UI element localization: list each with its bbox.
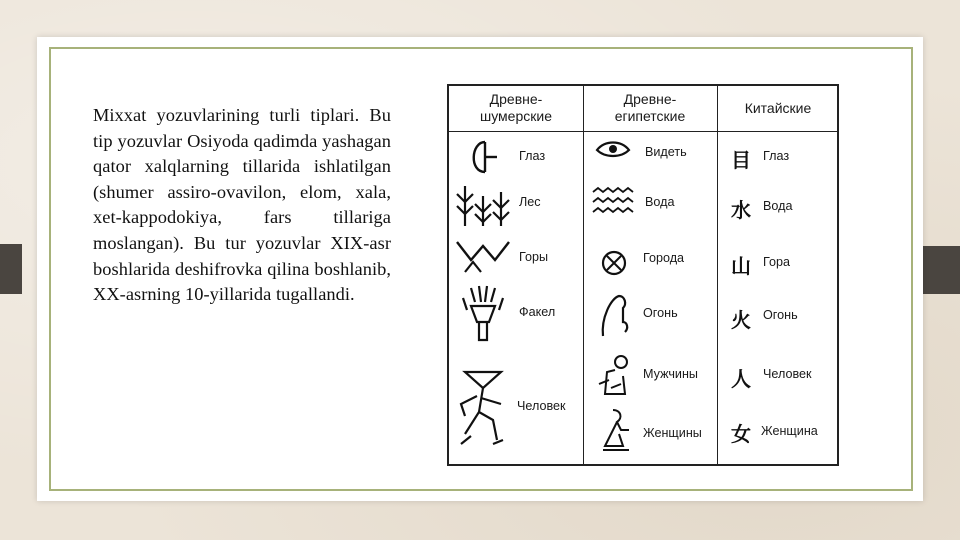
- chinese-character: 山: [731, 254, 751, 278]
- eye-pictogram-icon: [463, 138, 503, 178]
- left-side-tab: [0, 244, 22, 294]
- sumerian-label: Факел: [519, 305, 556, 319]
- egyptian-label: Огонь: [643, 306, 678, 320]
- forest-pictogram-icon: [453, 182, 513, 230]
- column-divider: [717, 86, 718, 464]
- chinese-label: Огонь: [763, 308, 798, 322]
- column-header-sumerian: Древне- шумерские: [479, 91, 552, 124]
- men-hieroglyph-icon: [595, 354, 635, 400]
- column-header-egyptian: Древне- египетские: [614, 91, 686, 124]
- torch-pictogram-icon: [461, 284, 505, 342]
- chinese-label: Гора: [763, 255, 790, 269]
- sumerian-label: Лес: [519, 195, 541, 209]
- chinese-label: Вода: [763, 199, 793, 213]
- city-hieroglyph-icon: [599, 248, 629, 278]
- pictogram-table-image: [447, 84, 839, 466]
- body-paragraph: Mixxat yozuvlarining turli tiplari. Bu tip yozuvlar Osiyoda qadimda yashagan qator xalqlarning tillarida ishlatilgan (shumer assiro-ovavilon, elom, xala, xet-kappodokiya, fars tillariga moslangan). Bu tur yozuvlar XIX-asr boshlarida deshifrovka qilina boshlanib, XX-asrning 10-yillarida tugallandi.: [93, 105, 391, 305]
- human-pictogram-icon: [457, 368, 513, 448]
- chinese-character: 目: [731, 148, 751, 172]
- sumerian-label: Глаз: [519, 149, 546, 163]
- egyptian-label: Женщины: [643, 426, 702, 440]
- mountains-pictogram-icon: [455, 236, 511, 276]
- sumerian-label: Человек: [517, 399, 566, 413]
- chinese-label: Женщина: [761, 424, 818, 438]
- egyptian-label: Видеть: [645, 145, 687, 159]
- column-divider: [583, 86, 584, 464]
- header-divider: [449, 131, 837, 132]
- egyptian-label: Мужчины: [643, 367, 698, 381]
- chinese-label: Человек: [763, 367, 812, 381]
- column-header-chinese: Китайские: [744, 100, 812, 116]
- chinese-character: 人: [731, 367, 751, 391]
- chinese-label: Глаз: [763, 149, 790, 163]
- chinese-character: 水: [731, 198, 751, 222]
- fire-hieroglyph-icon: [597, 292, 633, 340]
- sumerian-label: Горы: [519, 250, 549, 264]
- chinese-character: 女: [731, 422, 751, 446]
- egyptian-label: Вода: [645, 195, 675, 209]
- chinese-character: 火: [731, 308, 751, 332]
- egyptian-label: Города: [643, 251, 685, 265]
- women-hieroglyph-icon: [599, 408, 635, 452]
- water-hieroglyph-icon: [591, 186, 639, 220]
- eye-hieroglyph-icon: [593, 138, 633, 164]
